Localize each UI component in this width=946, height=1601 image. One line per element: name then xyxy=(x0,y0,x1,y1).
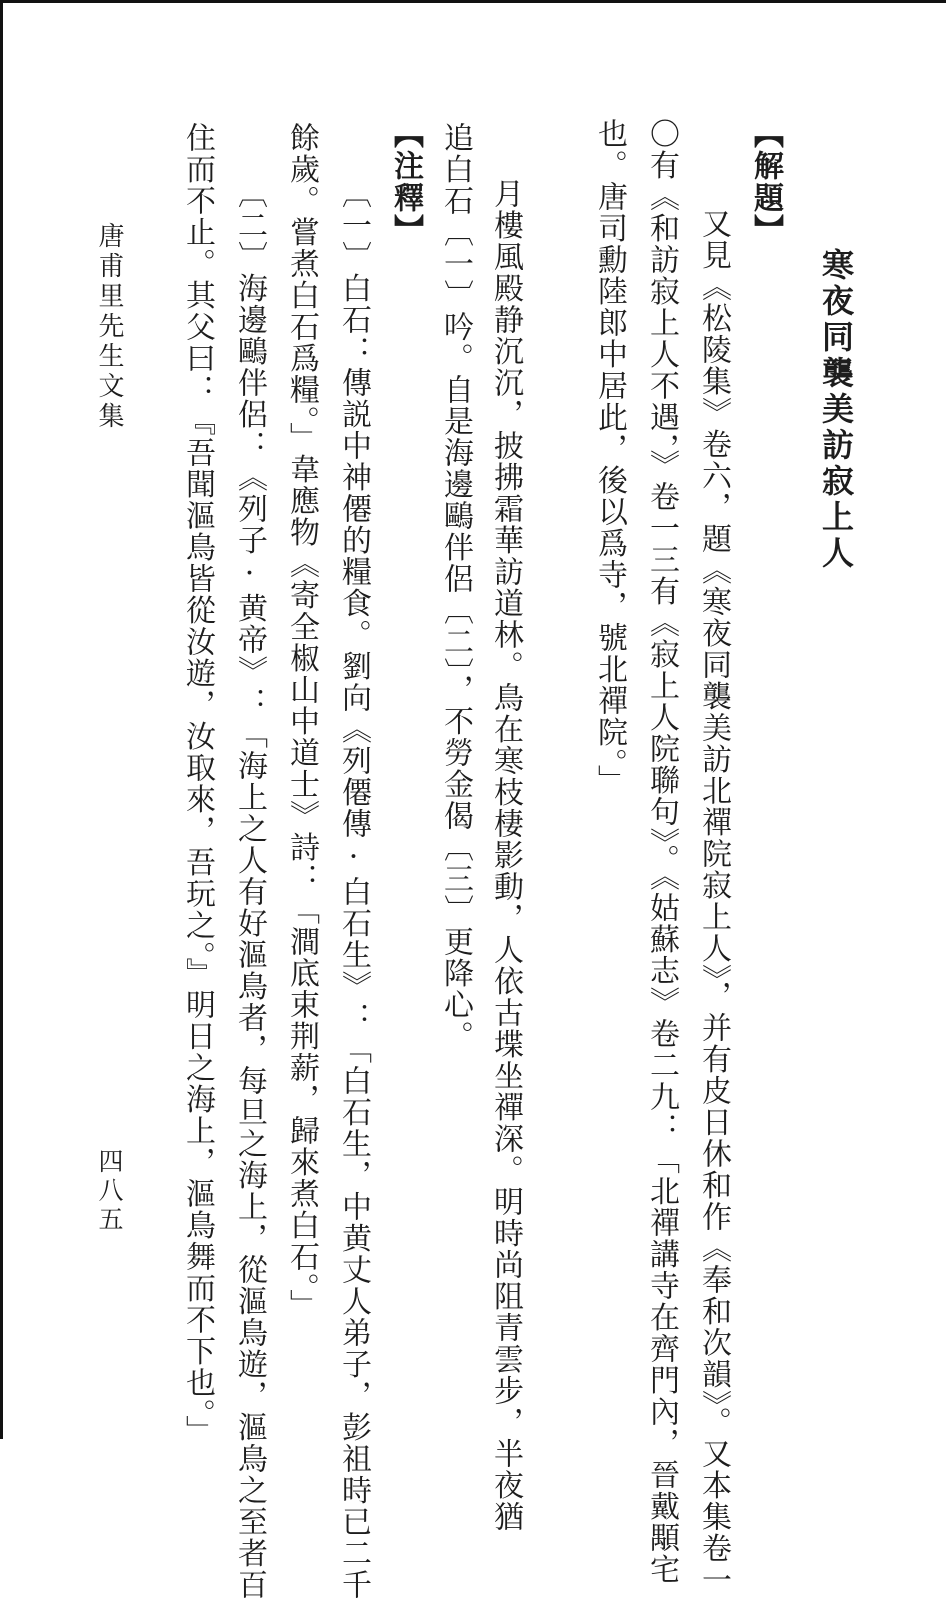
note-line: 住而不止。其父曰：『吾聞漚鳥皆從汝遊，汝取來，吾玩之。』明日之海上，漚鳥舞而不下也。」 xyxy=(180,122,215,1447)
book-title-footer: 唐甫里先生文集 xyxy=(94,222,124,432)
note-line: 〔一〕白石：傳説中神僊的糧食。劉向《列僊傳·白石生》：「白石生，中黄丈人弟子，彭祖時已二千 xyxy=(336,178,371,1601)
note-line: 〔二〕海邊鷗伴侶：《列子·黄帝》：「海上之人有好漚鳥者，每旦之海上，從漚鳥遊，漚鳥之至者百 xyxy=(232,178,267,1601)
note-line: 餘歲。嘗煮白石爲糧。」韋應物《寄全椒山中道士》詩：「澗底束荆薪，歸來煮白石。」 xyxy=(284,122,319,1321)
scan-edge-top xyxy=(0,0,946,3)
intro-text-line: 〇有《和訪寂上人不遇，》卷一三有《寂上人院聯句》。《姑蘇志》卷二九：「北禪講寺在齊門內，晉戴顒宅 xyxy=(644,118,679,1585)
intro-text-line: 也。唐司勳陸郎中居此，後以爲寺，號北禪院。」 xyxy=(592,118,627,796)
poem-line: 追白石〔一〕吟。自是海邊鷗伴侶〔二〕，不勞金偈〔三〕更降心。 xyxy=(438,122,473,1052)
poem-line: 月樓風殿静沉沉，披拂霜華訪道林。鳥在寒枝棲影動，人依古堞坐禪深。明時尚阻青雲步，半夜猶 xyxy=(488,178,523,1533)
notes-heading: 【注釋】 xyxy=(388,118,423,246)
intro-heading: 【解題】 xyxy=(748,118,783,246)
page-number: 四八五 xyxy=(95,1148,124,1235)
scan-edge-left xyxy=(0,0,3,1439)
intro-text-line: 又見《松陵集》卷六，題《寒夜同襲美訪北禪院寂上人》，并有皮日休和作《奉和次韻》。又本集卷一 xyxy=(696,208,731,1596)
page-title: 寒夜同襲美訪寂上人 xyxy=(817,248,855,572)
